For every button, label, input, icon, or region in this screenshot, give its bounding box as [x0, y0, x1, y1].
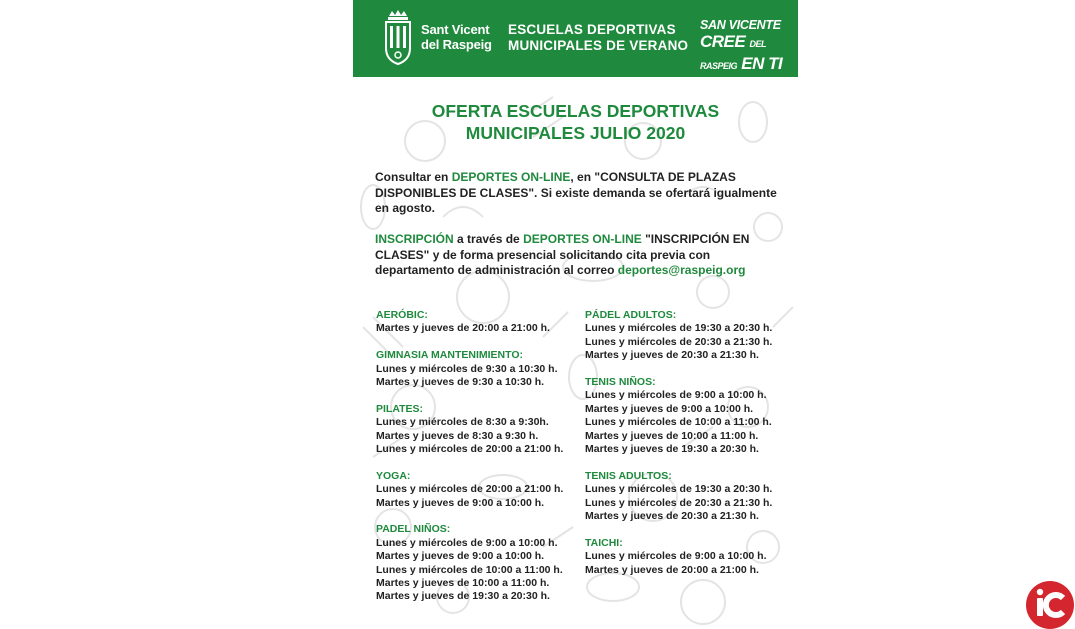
schedule-time-line: Martes y jueves de 10:00 a 11:00 h. [376, 577, 550, 590]
inscription-text-2: "INSCRIPCIÓN EN CLASES" y de forma presencial solicitando cita previa con departamento de administración al correo [375, 232, 750, 277]
schedule-time-line: Martes y jueves de 19:30 a 20:30 h. [585, 443, 759, 456]
schedule-activity-name: YOGA: [376, 469, 411, 482]
main-title [353, 100, 798, 144]
schedule-time-line: Martes y jueves de 19:30 a 20:30 h. [376, 590, 550, 603]
header-title-line-1: ESCUELAS DEPORTIVAS [508, 22, 676, 37]
schedule-activity-name: PÁDEL ADULTOS: [585, 309, 677, 321]
slogan [700, 19, 790, 76]
main-title-line-1: OFERTA ESCUELAS DEPORTIVAS [431, 101, 720, 121]
schedule-time-line: Martes y jueves de 9:30 a 10:30 h. [376, 376, 545, 389]
schedule-time-line: Lunes y miércoles de 9:00 a 10:00 h. [585, 550, 767, 563]
schedule-block [376, 349, 563, 389]
schedule-block [585, 309, 772, 363]
schedule-time-line: Lunes y miércoles de 10:00 a 11:00 h. [585, 416, 772, 429]
schedule-time-line: Martes y jueves de 20:00 a 21:00 h. [376, 322, 550, 335]
schedule-column-left [376, 309, 563, 617]
inscription-paragraph [375, 232, 780, 279]
schedule-time-line: Martes y jueves de 20:00 a 21:00 h. [585, 563, 759, 576]
main-title-line-2: MUNICIPALES JULIO 2020 [465, 123, 686, 143]
slogan-line-2 [700, 32, 790, 76]
schedule-time-line: Martes y jueves de 20:30 a 21:30 h. [585, 349, 759, 362]
poster-content [353, 77, 798, 629]
slogan-line-1: SAN VICENTE [700, 18, 781, 32]
schedule-block [376, 309, 563, 336]
ic-logo-icon[interactable] [1026, 581, 1074, 629]
header-title-line-2: MUNICIPALES DE VERANO [508, 38, 689, 53]
schedule-time-line: Martes y jueves de 8:30 a 9:30 h. [376, 429, 539, 442]
schedule-time-line: Lunes y miércoles de 19:30 a 20:30 h. [585, 322, 773, 335]
schedule-block [585, 470, 772, 524]
schedule-time-line: Martes y jueves de 10:00 a 11:00 h. [585, 429, 759, 442]
poster-header [353, 0, 798, 77]
consult-paragraph [375, 170, 780, 217]
schedule-activity-name: TAICHI: [585, 536, 623, 549]
inscription-label: INSCRIPCIÓN [375, 232, 454, 246]
schedule-block [585, 537, 772, 577]
schedule-time-line: Martes y jueves de 9:00 a 10:00 h. [376, 550, 545, 563]
schedule-activity-name: PILATES: [376, 402, 424, 415]
brand-line-2: del Raspeig [421, 37, 492, 52]
crest-icon [383, 8, 413, 66]
brand-name [421, 22, 492, 52]
slogan-word: CREE [700, 32, 746, 51]
schedule-column-right [585, 309, 772, 590]
schedule-time-line: Lunes y miércoles de 8:30 a 9:30h. [376, 416, 549, 429]
schedule-time-line: Lunes y miércoles de 9:00 a 10:00 h. [585, 389, 767, 402]
slogan-end: EN TI [741, 54, 783, 73]
schedule-block [376, 403, 563, 457]
schedule-time-line: Lunes y miércoles de 19:30 a 20:30 h. [585, 483, 773, 496]
schedule-block [585, 376, 772, 456]
schedule-time-line: Lunes y miércoles de 20:00 a 21:00 h. [376, 483, 564, 496]
consult-text-2: , en "CONSULTA DE PLAZAS DISPONIBLES DE CLASES". Si existe demanda se ofertará igualmente en agosto. [375, 170, 777, 215]
consult-text-1: Consultar en [375, 170, 452, 184]
schedule-time-line: Lunes y miércoles de 9:30 a 10:30 h. [376, 362, 558, 375]
schedule-activity-name: PADEL NIÑOS: [376, 523, 451, 536]
schedule-time-line: Lunes y miércoles de 10:00 a 11:00 h. [376, 563, 563, 576]
brand-line-1: Sant Vicent [421, 22, 490, 37]
schedule-activity-name: AERÓBIC: [376, 309, 428, 321]
schedule-time-line: Lunes y miércoles de 9:00 a 10:00 h. [376, 536, 558, 549]
schedule-time-line: Martes y jueves de 9:00 a 10:00 h. [585, 402, 754, 415]
schedule-block [376, 523, 563, 603]
schedule-activity-name: TENIS NIÑOS: [585, 376, 656, 389]
deportes-online-link-2[interactable]: DEPORTES ON-LINE [523, 232, 642, 246]
slogan-small: DEL RASPEIG [700, 39, 766, 71]
schedule-activity-name: TENIS ADULTOS: [585, 469, 672, 482]
schedule-time-line: Lunes y miércoles de 20:00 a 21:00 h. [376, 443, 564, 456]
schedule-time-line: Lunes y miércoles de 20:30 a 21:30 h. [585, 496, 773, 509]
schedule-time-line: Martes y jueves de 20:30 a 21:30 h. [585, 510, 759, 523]
schedule-time-line: Martes y jueves de 9:00 a 10:00 h. [376, 496, 545, 509]
schedule-block [376, 470, 563, 510]
schedule-time-line: Lunes y miércoles de 20:30 a 21:30 h. [585, 335, 773, 348]
email-link[interactable]: deportes@raspeig.org [617, 263, 746, 277]
header-title [508, 22, 688, 54]
inscription-text-1: a través de [453, 232, 524, 246]
schedule-activity-name: GIMNASIA MANTENIMIENTO: [376, 349, 523, 362]
poster [353, 0, 798, 629]
deportes-online-link[interactable]: DEPORTES ON-LINE [451, 170, 571, 184]
